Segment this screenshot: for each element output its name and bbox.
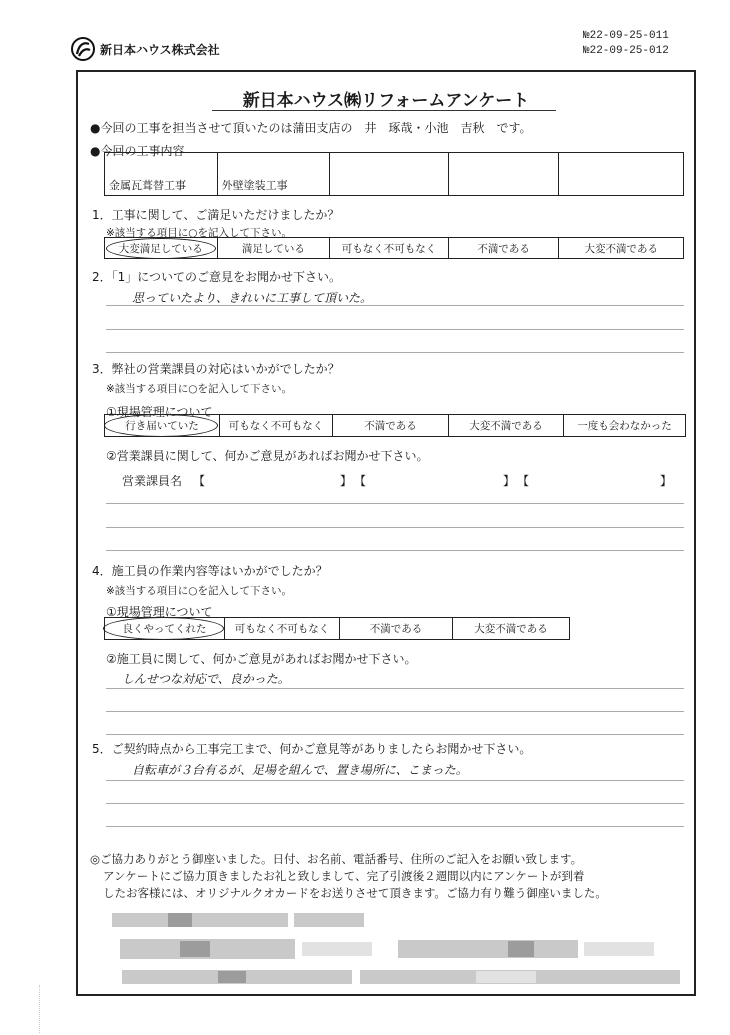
q3-selected-circle bbox=[104, 414, 218, 437]
bracket-open: 【 bbox=[517, 474, 530, 488]
q3-option[interactable]: 一度も会わなかった bbox=[577, 420, 672, 432]
answer-line bbox=[106, 803, 684, 804]
q1-option[interactable]: 満足している bbox=[218, 238, 331, 258]
q3-sub1: ①現場管理について bbox=[106, 405, 213, 419]
q3-note: ※該当する項目に○を記入して下さい。 bbox=[106, 383, 292, 395]
q3-option[interactable]: 不満である bbox=[333, 415, 449, 436]
serial-number-2: №22-09-25-012 bbox=[583, 45, 669, 57]
q1-option[interactable]: 大変満足している bbox=[105, 238, 218, 258]
q5-question: 5．ご契約時点から工事完工まで、何かご意見等がありましたらお聞かせ下さい。 bbox=[92, 742, 532, 756]
works-cell bbox=[559, 153, 683, 195]
answer-line bbox=[106, 826, 684, 827]
bracket-close: 】 bbox=[340, 474, 353, 488]
staff-line: ●今回の工事を担当させて頂いたのは蒲田支店の 井 琢哉・小池 吉秋 です。 bbox=[90, 121, 532, 135]
form-title: 新日本ハウス㈱リフォームアンケート bbox=[242, 91, 530, 111]
company-logo bbox=[70, 36, 220, 62]
works-cell bbox=[449, 153, 560, 195]
serial-number-1: №22-09-25-011 bbox=[583, 30, 669, 42]
q3-question: 3．弊社の営業課員の対応はいかがでしたか？ bbox=[92, 362, 340, 376]
q4-sub2: ②施工員に関して、何かご意見があればお聞かせ下さい。 bbox=[106, 652, 417, 666]
q4-selected-circle bbox=[103, 617, 224, 640]
q4-question: 4．施工員の作業内容等はいかがでしたか？ bbox=[92, 564, 328, 578]
answer-line bbox=[106, 329, 684, 330]
q1-option[interactable]: 可もなく不可もなく bbox=[330, 238, 449, 258]
company-logo-icon bbox=[70, 36, 96, 62]
bracket-open: 【 bbox=[193, 474, 206, 488]
q1-option[interactable]: 大変不満である bbox=[584, 242, 658, 255]
bracket-close: 】 bbox=[503, 474, 516, 488]
scan-margin-line bbox=[39, 985, 40, 1033]
works-table bbox=[104, 152, 684, 196]
works-cell: 外壁塗装工事 bbox=[218, 153, 331, 195]
q2-answer: 思っていたより、きれいに工事して頂いた。 bbox=[132, 291, 373, 305]
answer-line bbox=[106, 780, 684, 781]
q1-option[interactable]: 不満である bbox=[449, 238, 560, 258]
q3-sub2: ②営業課員に関して、何かご意見があればお聞かせ下さい。 bbox=[106, 449, 429, 463]
q4-sub1: ①現場管理について bbox=[106, 605, 213, 619]
answer-line bbox=[106, 305, 684, 306]
q4-option[interactable]: 可もなく不可もなく bbox=[225, 618, 340, 639]
q4-option[interactable]: 良くやってくれた bbox=[105, 618, 225, 639]
answer-line bbox=[106, 711, 684, 712]
company-name: 新日本ハウス株式会社 bbox=[100, 42, 220, 57]
q4-note: ※該当する項目に○を記入して下さい。 bbox=[106, 585, 292, 597]
q5-answer: 自転車が３台有るが、足場を組んで、置き場所に、こまった。 bbox=[132, 763, 468, 777]
works-heading: ●今回の工事内容 bbox=[90, 144, 185, 158]
q1-selected-circle bbox=[106, 238, 216, 259]
q1-note: ※該当する項目に○を記入して下さい。 bbox=[106, 227, 292, 239]
title-underline bbox=[212, 110, 556, 111]
q4-answer: しんせつな対応で、良かった。 bbox=[122, 672, 290, 686]
closing-line: アンケートにご協力頂きましたお礼と致しまして、完了引渡後２週間以内にアンケートが到着 bbox=[103, 869, 585, 883]
closing-line: ◎ご協力ありがとう御座いました。日付、お名前、電話番号、住所のご記入をお願い致します。 bbox=[90, 852, 583, 866]
works-cell bbox=[330, 153, 449, 195]
q2-question: 2．「1」についてのご意見をお聞かせ下さい。 bbox=[92, 270, 342, 284]
q1-question: 1．工事に関して、ご満足いただけましたか？ bbox=[92, 208, 340, 222]
q3-option[interactable]: 可もなく不可もなく bbox=[220, 415, 333, 436]
answer-line bbox=[106, 503, 684, 504]
q4-option[interactable]: 大変不満である bbox=[474, 623, 548, 635]
works-cell: 金属瓦葺替工事 bbox=[105, 153, 218, 195]
answer-line bbox=[106, 352, 684, 353]
closing-line: したお客様には、オリジナルクオカードをお送りさせて頂きます。ご協力有り難う御座いました。 bbox=[103, 886, 607, 900]
bracket-open: 【 bbox=[354, 474, 367, 488]
q3-option[interactable]: 大変不満である bbox=[449, 415, 564, 436]
bracket-close: 】 bbox=[660, 474, 673, 488]
q3-option[interactable]: 行き届いていた bbox=[105, 415, 220, 436]
answer-line bbox=[106, 688, 684, 689]
staff-name-label: 営業課員名 bbox=[122, 474, 183, 488]
q4-option[interactable]: 不満である bbox=[340, 618, 453, 639]
answer-line bbox=[106, 734, 684, 735]
answer-line bbox=[106, 550, 684, 551]
answer-line bbox=[106, 527, 684, 528]
